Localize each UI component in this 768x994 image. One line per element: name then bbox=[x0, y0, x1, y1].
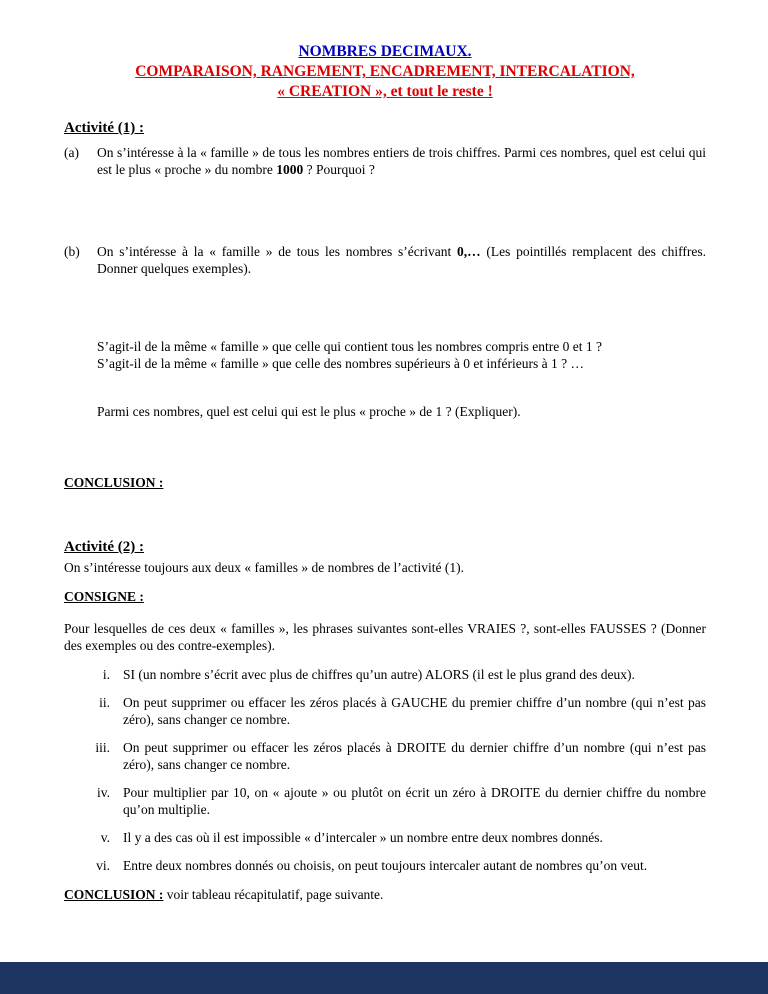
list-item-text: Pour multiplier par 10, on « ajoute » ou plutôt on écrit un zéro à DROITE du dernier chiffre du nombre qu’on multiplie. bbox=[123, 785, 706, 817]
item-a-text-part1: On s’intéresse à la « famille » de tous les nombres entiers de trois chiffres. Parmi ces nombres, quel est celui qui est le plus « proche » du nombre bbox=[97, 145, 706, 177]
list-item bbox=[64, 739, 706, 773]
paragraph-sagit-line2: S’agit-il de la même « famille » que celle des nombres supérieurs à 0 et inférieurs à 1 ? … bbox=[97, 356, 584, 371]
list-item-text: SI (un nombre s’écrit avec plus de chiffres qu’un autre) ALORS (il est le plus grand des deux). bbox=[123, 667, 635, 682]
list-item bbox=[64, 857, 706, 874]
activity-1-conclusion: CONCLUSION : bbox=[64, 475, 164, 490]
item-a-text bbox=[97, 144, 706, 178]
activity-2-conclusion-text: voir tableau récapitulatif, page suivante. bbox=[163, 887, 384, 902]
item-b-text-part2: (Les pointillés remplacent des chiffres. Donner quelques exemples). bbox=[97, 244, 706, 276]
list-item-text: Entre deux nombres donnés ou choisis, on peut toujours intercaler autant de nombres qu’on veut. bbox=[123, 858, 648, 873]
list-item-number: ii. bbox=[99, 695, 110, 710]
activity-2-heading: Activité (2) : bbox=[64, 539, 144, 555]
paragraph-sagit-line1: S’agit-il de la même « famille » que celle qui contient tous les nombres compris entre 0 et 1 ? bbox=[97, 339, 602, 354]
consigne-paragraph: Pour lesquelles de ces deux « familles », les phrases suivantes sont-elles VRAIES ?, sont-elles FAUSSES ? (Donner des exemples ou des contre-exemples). bbox=[64, 621, 706, 653]
activity-1-item-a bbox=[64, 144, 706, 178]
paragraph-sagit bbox=[97, 338, 706, 372]
item-b-text bbox=[97, 243, 706, 277]
list-item-number: v. bbox=[100, 830, 110, 845]
list-item-text: Il y a des cas où il est impossible « d’intercaler » un nombre entre deux nombres donnés. bbox=[123, 830, 603, 845]
viewer-footer-bar bbox=[0, 962, 768, 994]
title-line-1: NOMBRES DECIMAUX. bbox=[298, 43, 472, 60]
list-item-number: i. bbox=[102, 667, 110, 682]
list-item-number: vi. bbox=[96, 858, 110, 873]
item-a-bold: 1000 bbox=[276, 162, 304, 177]
list-item bbox=[64, 829, 706, 846]
list-item-number: iii. bbox=[95, 740, 110, 755]
list-item-number: iv. bbox=[97, 785, 110, 800]
list-item bbox=[64, 694, 706, 728]
activity-2-intro: On s’intéresse toujours aux deux « familles » de nombres de l’activité (1). bbox=[64, 560, 465, 575]
statements-list bbox=[64, 666, 706, 874]
item-a-label: (a) bbox=[64, 145, 79, 160]
list-item bbox=[64, 784, 706, 818]
consigne-heading: CONSIGNE : bbox=[64, 589, 144, 604]
activity-1-item-b bbox=[64, 243, 706, 277]
activity-2-conclusion bbox=[64, 886, 706, 903]
paragraph-parmi: Parmi ces nombres, quel est celui qui est le plus « proche » de 1 ? (Expliquer). bbox=[97, 404, 521, 419]
item-a-text-part2: ? Pourquoi ? bbox=[303, 162, 375, 177]
list-item-text: On peut supprimer ou effacer les zéros placés à GAUCHE du premier chiffre d’un nombre (qui n’est pas zéro), sans changer ce nombre. bbox=[123, 695, 706, 727]
list-item bbox=[64, 666, 706, 683]
item-b-label: (b) bbox=[64, 244, 80, 259]
document-title-block bbox=[64, 42, 706, 102]
title-line-2: COMPARAISON, RANGEMENT, ENCADREMENT, INTERCALATION, bbox=[135, 63, 635, 80]
item-b-bold: 0,… bbox=[457, 244, 481, 259]
activity-2-conclusion-label: CONCLUSION : bbox=[64, 887, 164, 902]
list-item-text: On peut supprimer ou effacer les zéros placés à DROITE du dernier chiffre d’un nombre (qui n’est pas zéro), sans changer ce nombre. bbox=[123, 740, 706, 772]
activity-1-heading: Activité (1) : bbox=[64, 120, 144, 136]
item-b-text-part1: On s’intéresse à la « famille » de tous les nombres s’écrivant bbox=[97, 244, 458, 259]
title-line-3: « CREATION », et tout le reste ! bbox=[277, 83, 493, 100]
